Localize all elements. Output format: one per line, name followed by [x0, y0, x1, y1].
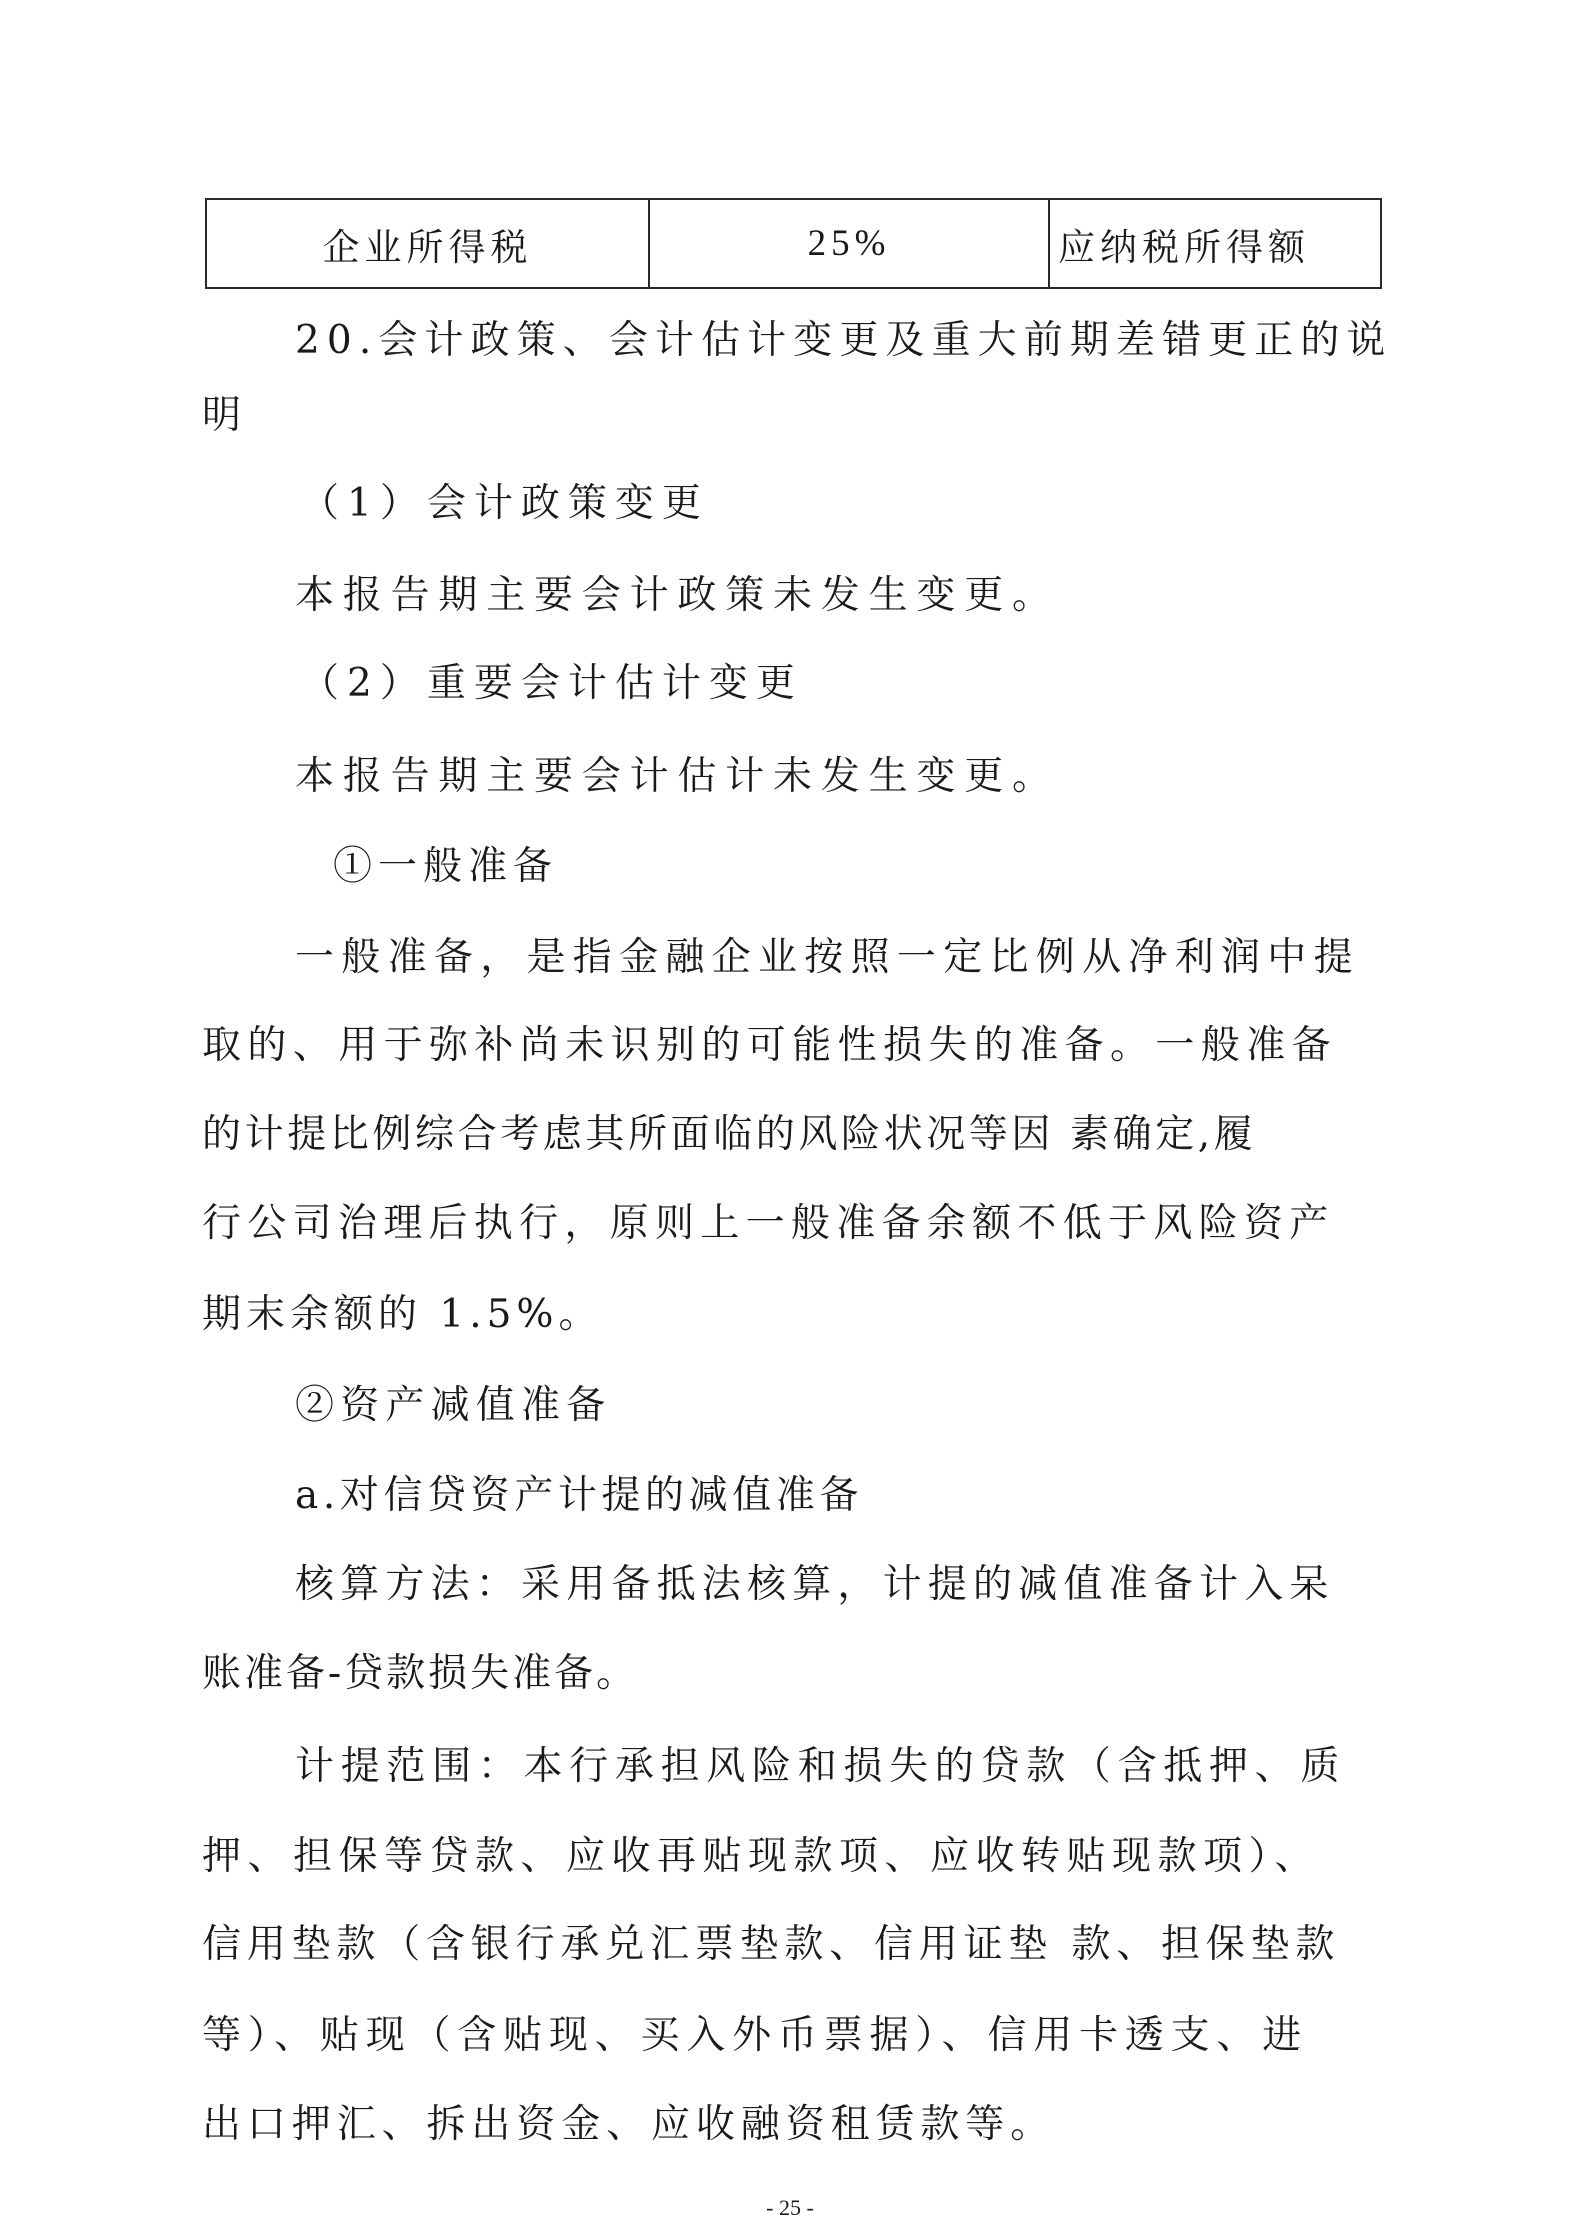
section-heading-20: 20.会计政策、会计估计变更及重大前期差错更正的说: [295, 318, 1393, 363]
paragraph-general-reserve-line: 一般准备，是指金融企业按照一定比例从净利润中提: [295, 935, 1360, 980]
subheading-estimate-change: （2）重要会计估计变更: [300, 661, 803, 706]
subheading-credit-asset-impairment: a.对信贷资产计提的减值准备: [295, 1473, 864, 1518]
paragraph-general-reserve-line: 取的、用于弥补尚未识别的可能性损失的准备。一般准备: [202, 1023, 1338, 1068]
tax-rate-cell: 25%: [649, 199, 1049, 288]
paragraph-general-reserve-line: 期末余额的 1.5%。: [202, 1292, 603, 1337]
paragraph-policy-change: 本报告期主要会计政策未发生变更。: [295, 573, 1060, 618]
subheading-general-reserve: ①一般准备: [333, 844, 559, 889]
paragraph-provision-scope-line: 押、担保等贷款、应收再贴现款项、应收转贴现款项）、: [202, 1834, 1321, 1879]
page-number: - 25 -: [766, 2195, 814, 2220]
paragraph-accounting-method-line: 账准备-贷款损失准备。: [202, 1651, 639, 1696]
tax-basis-cell: 应纳税所得额: [1049, 199, 1381, 288]
subheading-policy-change: （1）会计政策变更: [300, 481, 709, 526]
paragraph-provision-scope-line: 等）、贴现（含贴现、买入外币票据）、信用卡透支、进: [202, 2013, 1309, 2058]
table-row: [206, 199, 1381, 288]
paragraph-provision-scope-line: 出口押汇、拆出资金、应收融资租赁款等。: [202, 2102, 1056, 2147]
paragraph-general-reserve-line: 的计提比例综合考虑其所面临的风险状况等因 素确定,履: [202, 1112, 1257, 1157]
tax-name-cell: 企业所得税: [206, 199, 649, 288]
tax-rate-table: [205, 198, 1382, 289]
paragraph-general-reserve-line: 行公司治理后执行，原则上一般准备余额不低于风险资产: [202, 1201, 1335, 1246]
subheading-impairment-reserve: ②资产减值准备: [295, 1383, 612, 1428]
section-heading-20-cont: 明: [202, 393, 242, 438]
paragraph-accounting-method-line: 核算方法：采用备抵法核算，计提的减值准备计入呆: [295, 1562, 1335, 1607]
paragraph-provision-scope-line: 信用垫款（含银行承兑汇票垫款、信用证垫 款、担保垫款: [202, 1922, 1341, 1967]
paragraph-estimate-change: 本报告期主要会计估计未发生变更。: [295, 754, 1060, 799]
paragraph-provision-scope-line: 计提范围：本行承担风险和损失的贷款（含抵押、质: [295, 1744, 1347, 1789]
